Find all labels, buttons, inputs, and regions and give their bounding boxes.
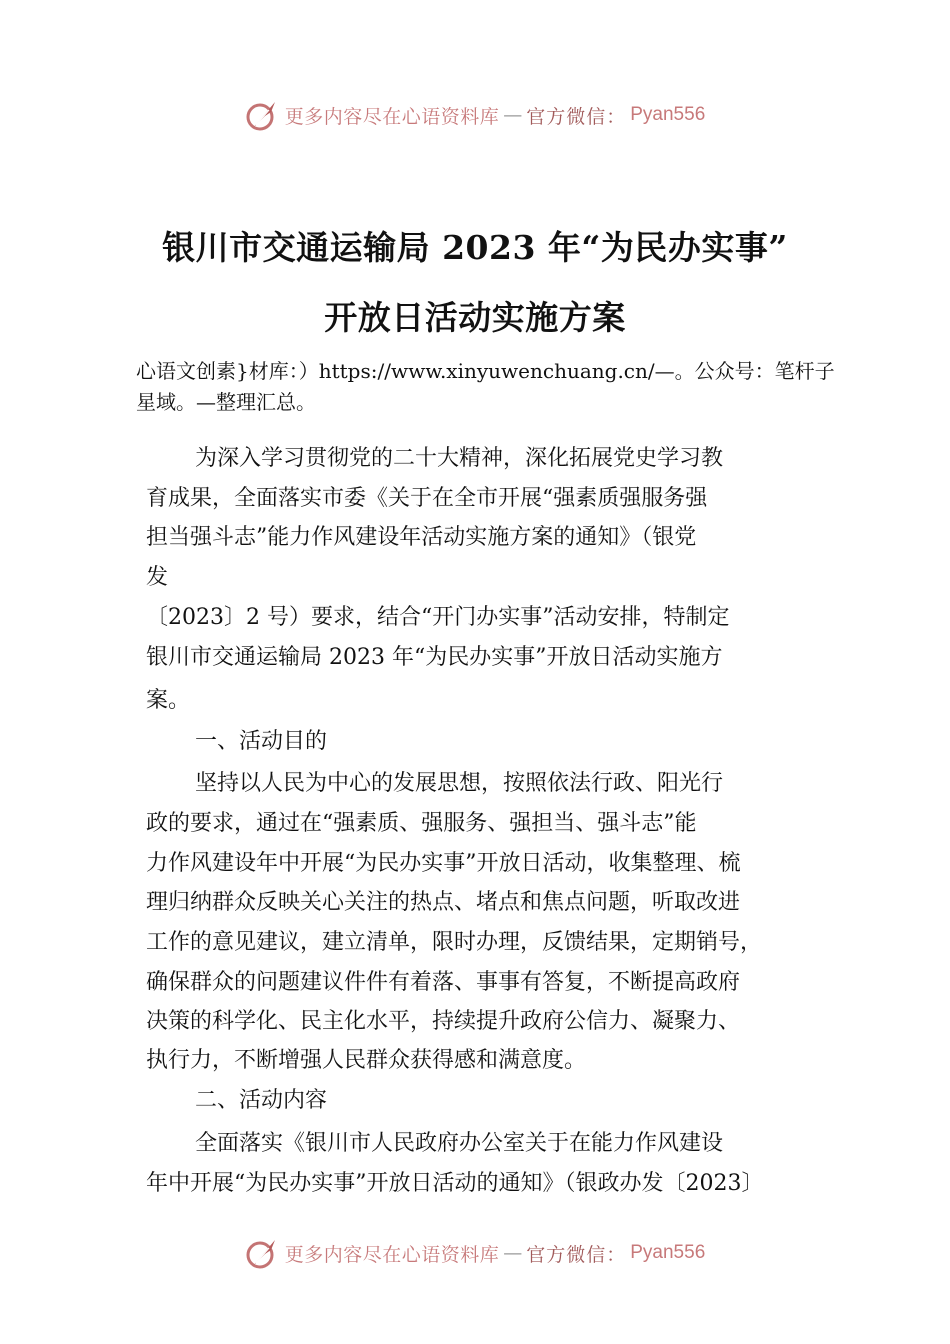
intro-line: 育成果，全面落实市委《关于在全市开展“强素质强服务强 (146, 486, 708, 511)
section1-line: 坚持以人民为中心的发展思想，按照依法行政、阳光行 (195, 771, 724, 796)
section-heading-purpose: 一、活动目的 (195, 729, 328, 754)
intro-line: 〔2023〕2 号）要求，结合“开门办实事”活动安排，特制定 (146, 605, 730, 630)
quill-pen-circle-icon (245, 98, 279, 132)
header-watermark-banner (0, 95, 950, 135)
section2-line: 全面落实《银川市人民政府办公室关于在能力作风建设 (195, 1131, 724, 1156)
section1-line: 理归纳群众反映关心关注的热点、堵点和焦点问题，听取改进 (146, 890, 741, 915)
intro-line: 担当强斗志”能力作风建设年活动实施方案的通知》（银党 (146, 525, 697, 550)
banner-wechat-label: 官方微信： (526, 1243, 627, 1266)
document-title-line-2: 开放日活动实施方案 (324, 298, 626, 337)
intro-line: 案。 (146, 688, 191, 713)
banner-text: 更多内容尽在心语资料库 (284, 1243, 500, 1266)
document-title-line-1: 银川市交通运输局 2023 年“为民办实事” (162, 228, 788, 267)
section1-line: 工作的意见建议，建立清单，限时办理，反馈结果，定期销号， (146, 930, 763, 955)
source-note: 心语文创素}材库：）https://www.xinyuwenchuang.cn/—。公众号：笔杆子星域。—整理汇总。 (136, 359, 835, 414)
banner-separator: — (503, 104, 523, 126)
footer-watermark-banner (0, 1233, 950, 1273)
banner-text: 更多内容尽在心语资料库 (284, 105, 500, 128)
banner-wechat-id: Pyan556 (630, 104, 706, 125)
banner-wechat-label: 官方微信： (526, 105, 627, 128)
banner-separator: — (503, 1242, 523, 1264)
section1-line: 执行力，不断增强人民群众获得感和满意度。 (146, 1048, 587, 1073)
quill-pen-circle-icon (245, 1236, 279, 1270)
section1-line: 确保群众的问题建议件件有着落、事事有答复，不断提高政府 (146, 970, 741, 995)
banner-wechat-id: Pyan556 (630, 1242, 706, 1263)
section2-line: 年中开展“为民办实事”开放日活动的通知》（银政办发〔2023〕 (146, 1171, 764, 1196)
section1-line: 政的要求，通过在“强素质、强服务、强担当、强斗志”能 (146, 811, 697, 836)
section1-line: 决策的科学化、民主化水平，持续提升政府公信力、凝聚力、 (146, 1009, 741, 1034)
intro-line: 为深入学习贯彻党的二十大精神，深化拓展党史学习教 (195, 446, 724, 471)
intro-line: 银川市交通运输局 2023 年“为民办实事”开放日活动实施方 (146, 645, 723, 670)
section1-line: 力作风建设年中开展“为民办实事”开放日活动，收集整理、梳 (146, 851, 741, 876)
section-heading-content: 二、活动内容 (195, 1088, 328, 1113)
intro-line: 发 (146, 565, 169, 590)
